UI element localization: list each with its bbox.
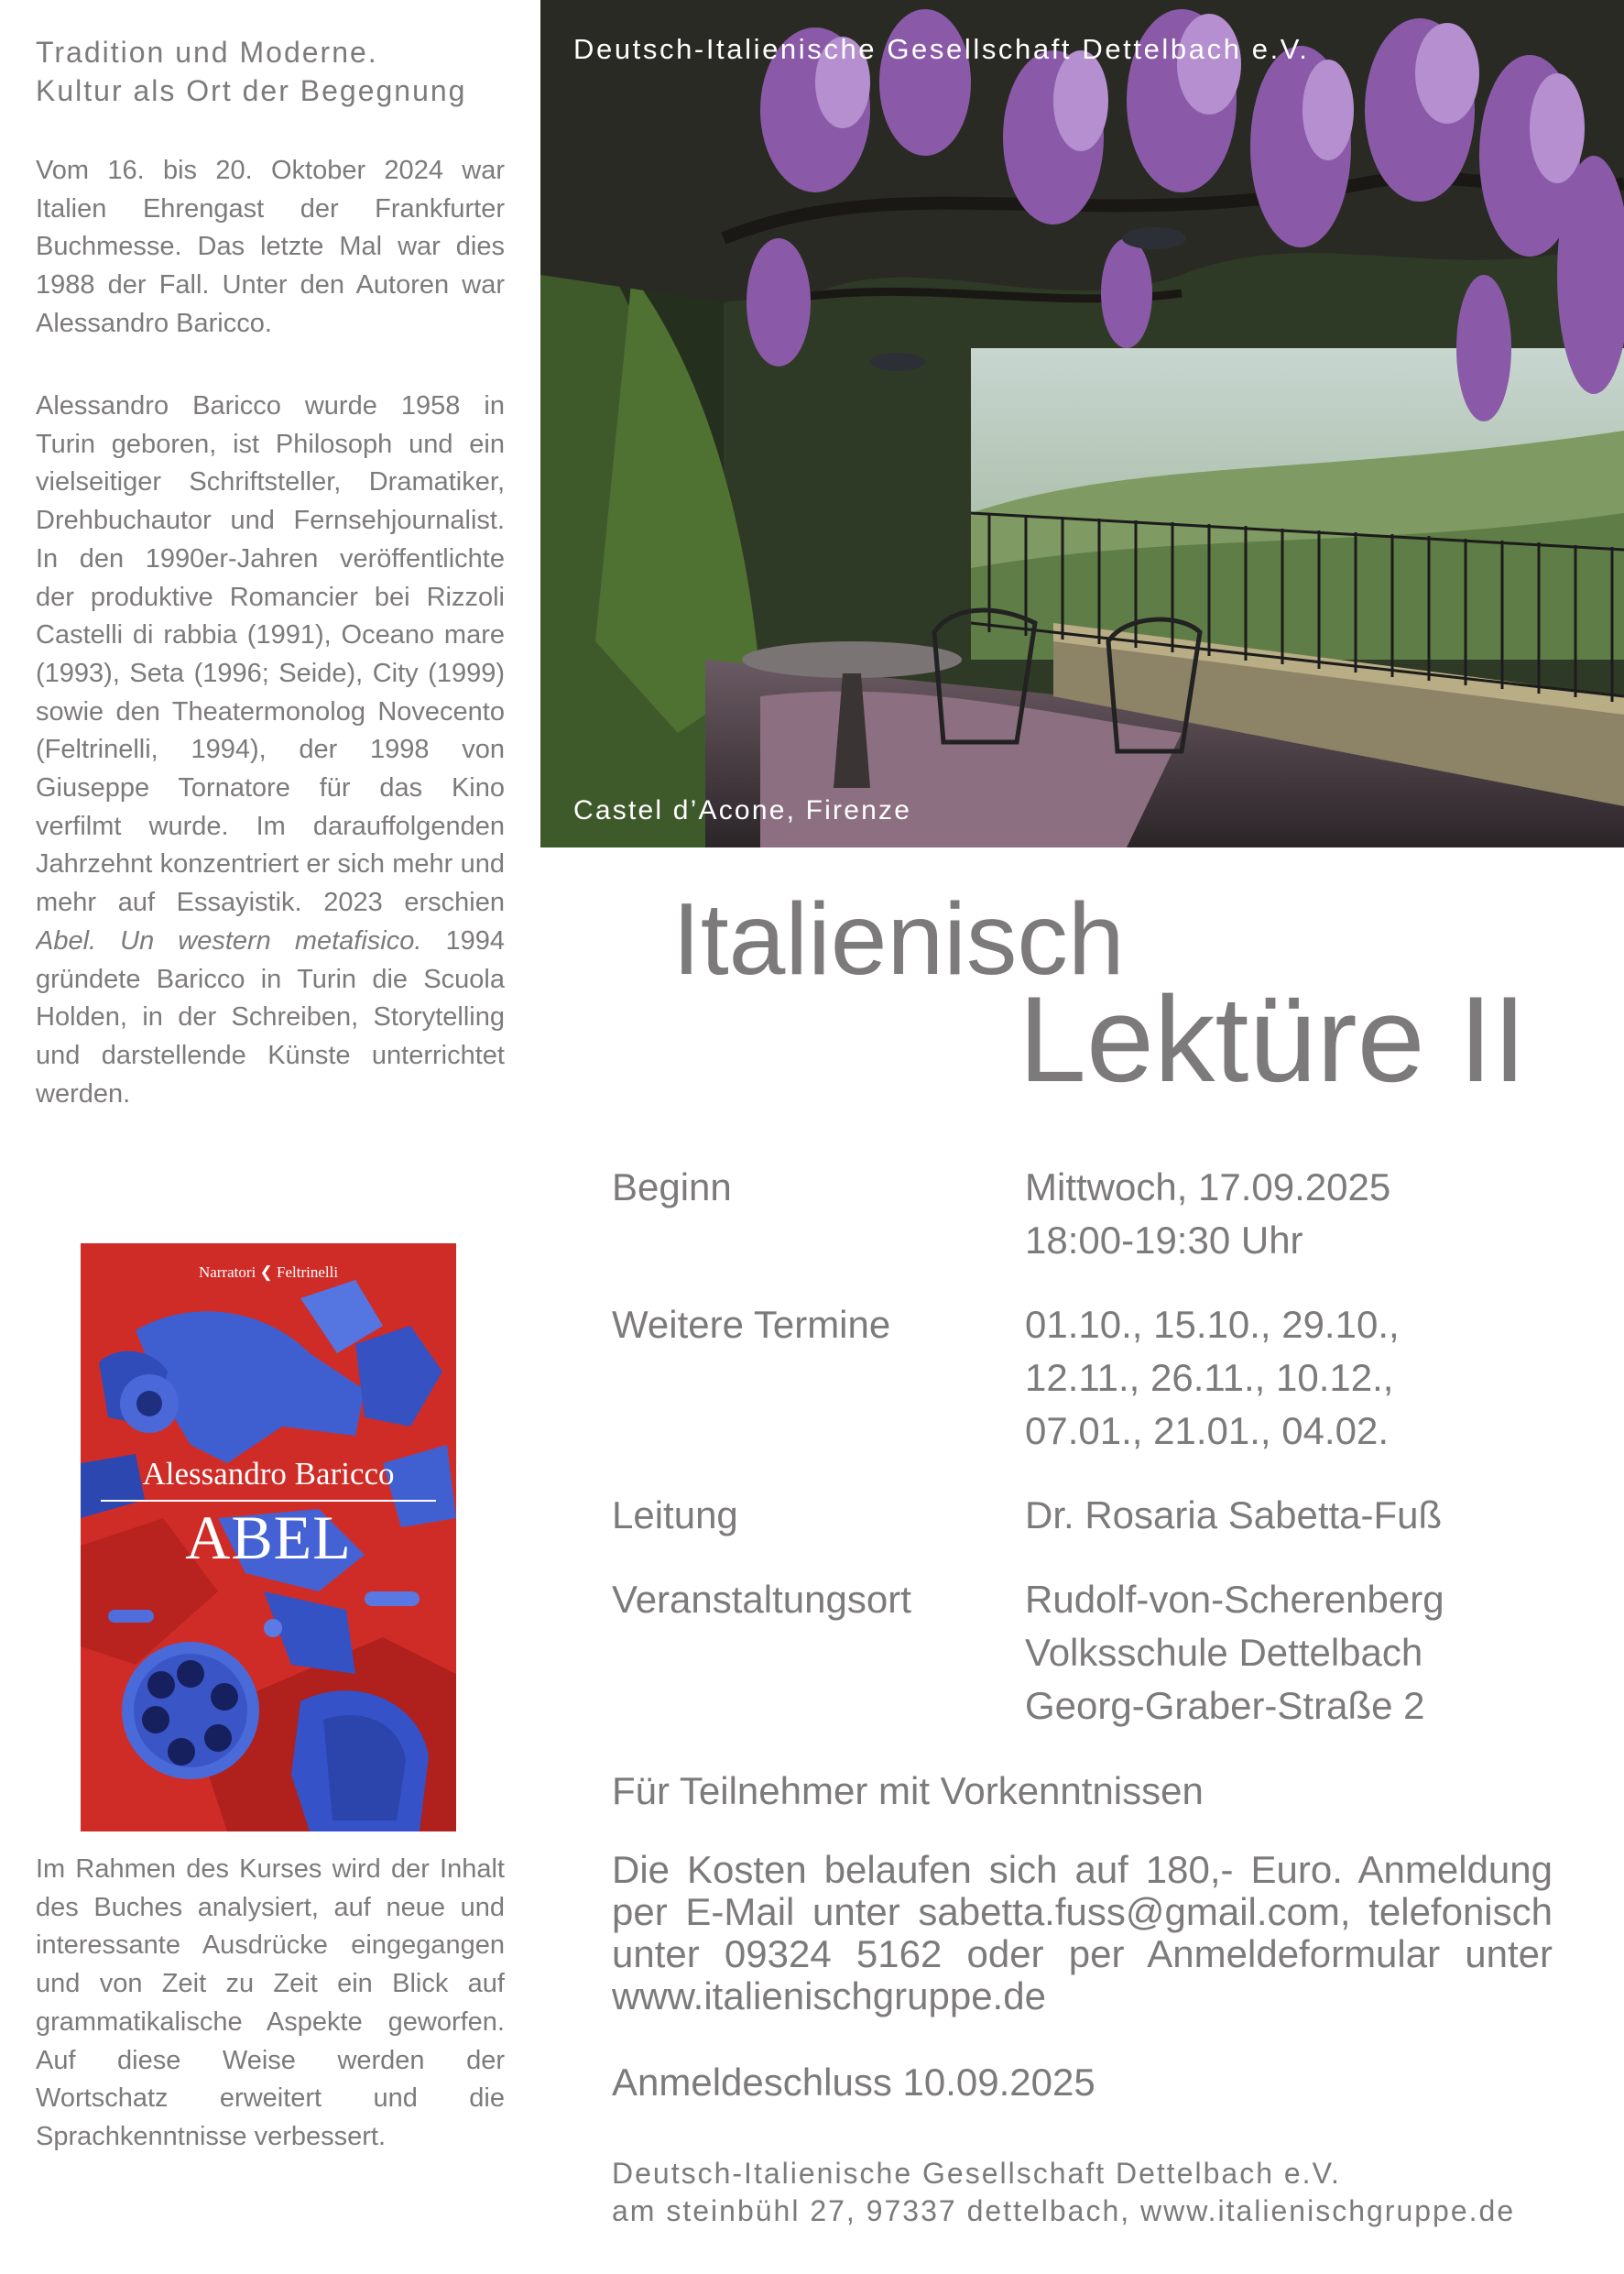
photo-caption: Castel d’Acone, Firenze <box>573 795 912 825</box>
author-text-part-2: 1994 gründete Baricco in Turin die Scuola Holden, in der Schreiben, Storytelling und darstellende Künste unterrichtet werden. <box>36 925 505 1109</box>
left-subtitle <box>36 33 505 110</box>
start-label: Beginn <box>612 1165 732 1208</box>
subtitle-line-2: Kultur als Ort der Begegnung <box>36 74 467 107</box>
lead-value: Dr. Rosaria Sabetta-Fuß <box>1025 1493 1443 1536</box>
registration-deadline: Anmeldeschluss 10.09.2025 <box>612 2061 1095 2104</box>
cover-series: Narratori <box>198 1263 256 1281</box>
venue-value <box>1025 1573 1444 1733</box>
author-paragraph <box>36 388 505 1255</box>
dates-value <box>1025 1298 1400 1458</box>
start-date: Mittwoch, 17.09.2025 <box>1025 1165 1391 1208</box>
start-value <box>1025 1161 1390 1267</box>
footer-address: am steinbühl 27, 97337 dettelbach, www.italienischgruppe.de <box>612 2194 1516 2227</box>
course-title-line-1: Italienisch <box>672 882 1125 996</box>
footer-org-name: Deutsch-Italienische Gesellschaft Dettelbach e.V. <box>612 2157 1341 2190</box>
author-text-part-1: Alessandro Baricco wurde 1958 in Turin geboren, ist Philosoph und ein vielseitiger Schriftsteller, Dramatiker, Drehbuchautor und Fernsehjournalist. In den 1990er-Jahren veröffentlichte der produktive Romancier bei Rizzoli Castelli di rabbia (1991), Oceano mare (1993), Seta (1996; Seide), City (1999) sowie den Theatermonolog Novecento (Feltrinelli, 1994), der 1998 von Giuseppe Tornatore für das Kino verfilmt wurde. Im darauffolgenden Jahrzehnt konzentriert er sich mehr und mehr auf Essayistik. 2023 erschien <box>36 391 505 918</box>
cover-series-label <box>81 1263 456 1282</box>
cover-author: Alessandro Baricco <box>142 1456 395 1492</box>
dates-line-1: 01.10., 15.10., 29.10., <box>1025 1303 1400 1346</box>
lead-label: Leitung <box>612 1493 738 1536</box>
cover-publisher: Feltrinelli <box>277 1263 339 1281</box>
prerequisite-note: Für Teilnehmer mit Vorkenntnissen <box>612 1769 1204 1812</box>
venue-label: Veranstaltungsort <box>612 1578 911 1621</box>
venue-line-2: Volksschule Dettelbach <box>1025 1631 1423 1674</box>
course-description-paragraph: Im Rahmen des Kurses wird der Inhalt des Buches analysiert, auf neue und interessante Ausdrücke eingegangen und von Zeit zu Zeit ein Blick auf grammatikalische Aspekte geworfen. Auf diese Weise werden der Wortschatz erweitert und die Sprachkenntnisse verbessert. <box>36 1854 505 2151</box>
venue-line-1: Rudolf-von-Scherenberg <box>1025 1578 1444 1621</box>
start-time: 18:00-19:30 Uhr <box>1025 1219 1303 1262</box>
book-cover <box>81 1243 456 1831</box>
intro-paragraph: Vom 16. bis 20. Oktober 2024 war Italien Ehrengast der Frankfurter Buchmesse. Das letzte Mal war dies 1988 der Fall. Unter den Autoren war Alessandro Baricco. <box>36 156 505 338</box>
header-photo <box>540 0 1624 847</box>
subtitle-line-1: Tradition und Moderne. <box>36 36 378 69</box>
dates-label: Weitere Termine <box>612 1303 891 1346</box>
wisteria-terrace-image <box>540 0 1624 847</box>
venue-line-3: Georg-Graber-Straße 2 <box>1025 1684 1425 1727</box>
book-title-italic: Abel. Un western metafisico. <box>36 925 422 956</box>
course-title-line-2: Lektüre II <box>1019 972 1527 1108</box>
cover-title: ABEL <box>185 1503 352 1572</box>
feltrinelli-logo-icon: ❮ <box>259 1263 273 1281</box>
org-name-overlay: Deutsch-Italienische Gesellschaft Dettelbach e.V. <box>573 33 1310 65</box>
registration-text: Die Kosten belaufen sich auf 180,- Euro. Anmeldung per E-Mail unter sabetta.fuss@gmail.com, telefonisch unter 09324 5162 oder per Anmeldeformular unter www.italienischgruppe.de <box>612 1848 1553 2017</box>
dates-line-2: 12.11., 26.11., 10.12., <box>1025 1356 1394 1399</box>
dates-line-3: 07.01., 21.01., 04.02. <box>1025 1409 1389 1452</box>
